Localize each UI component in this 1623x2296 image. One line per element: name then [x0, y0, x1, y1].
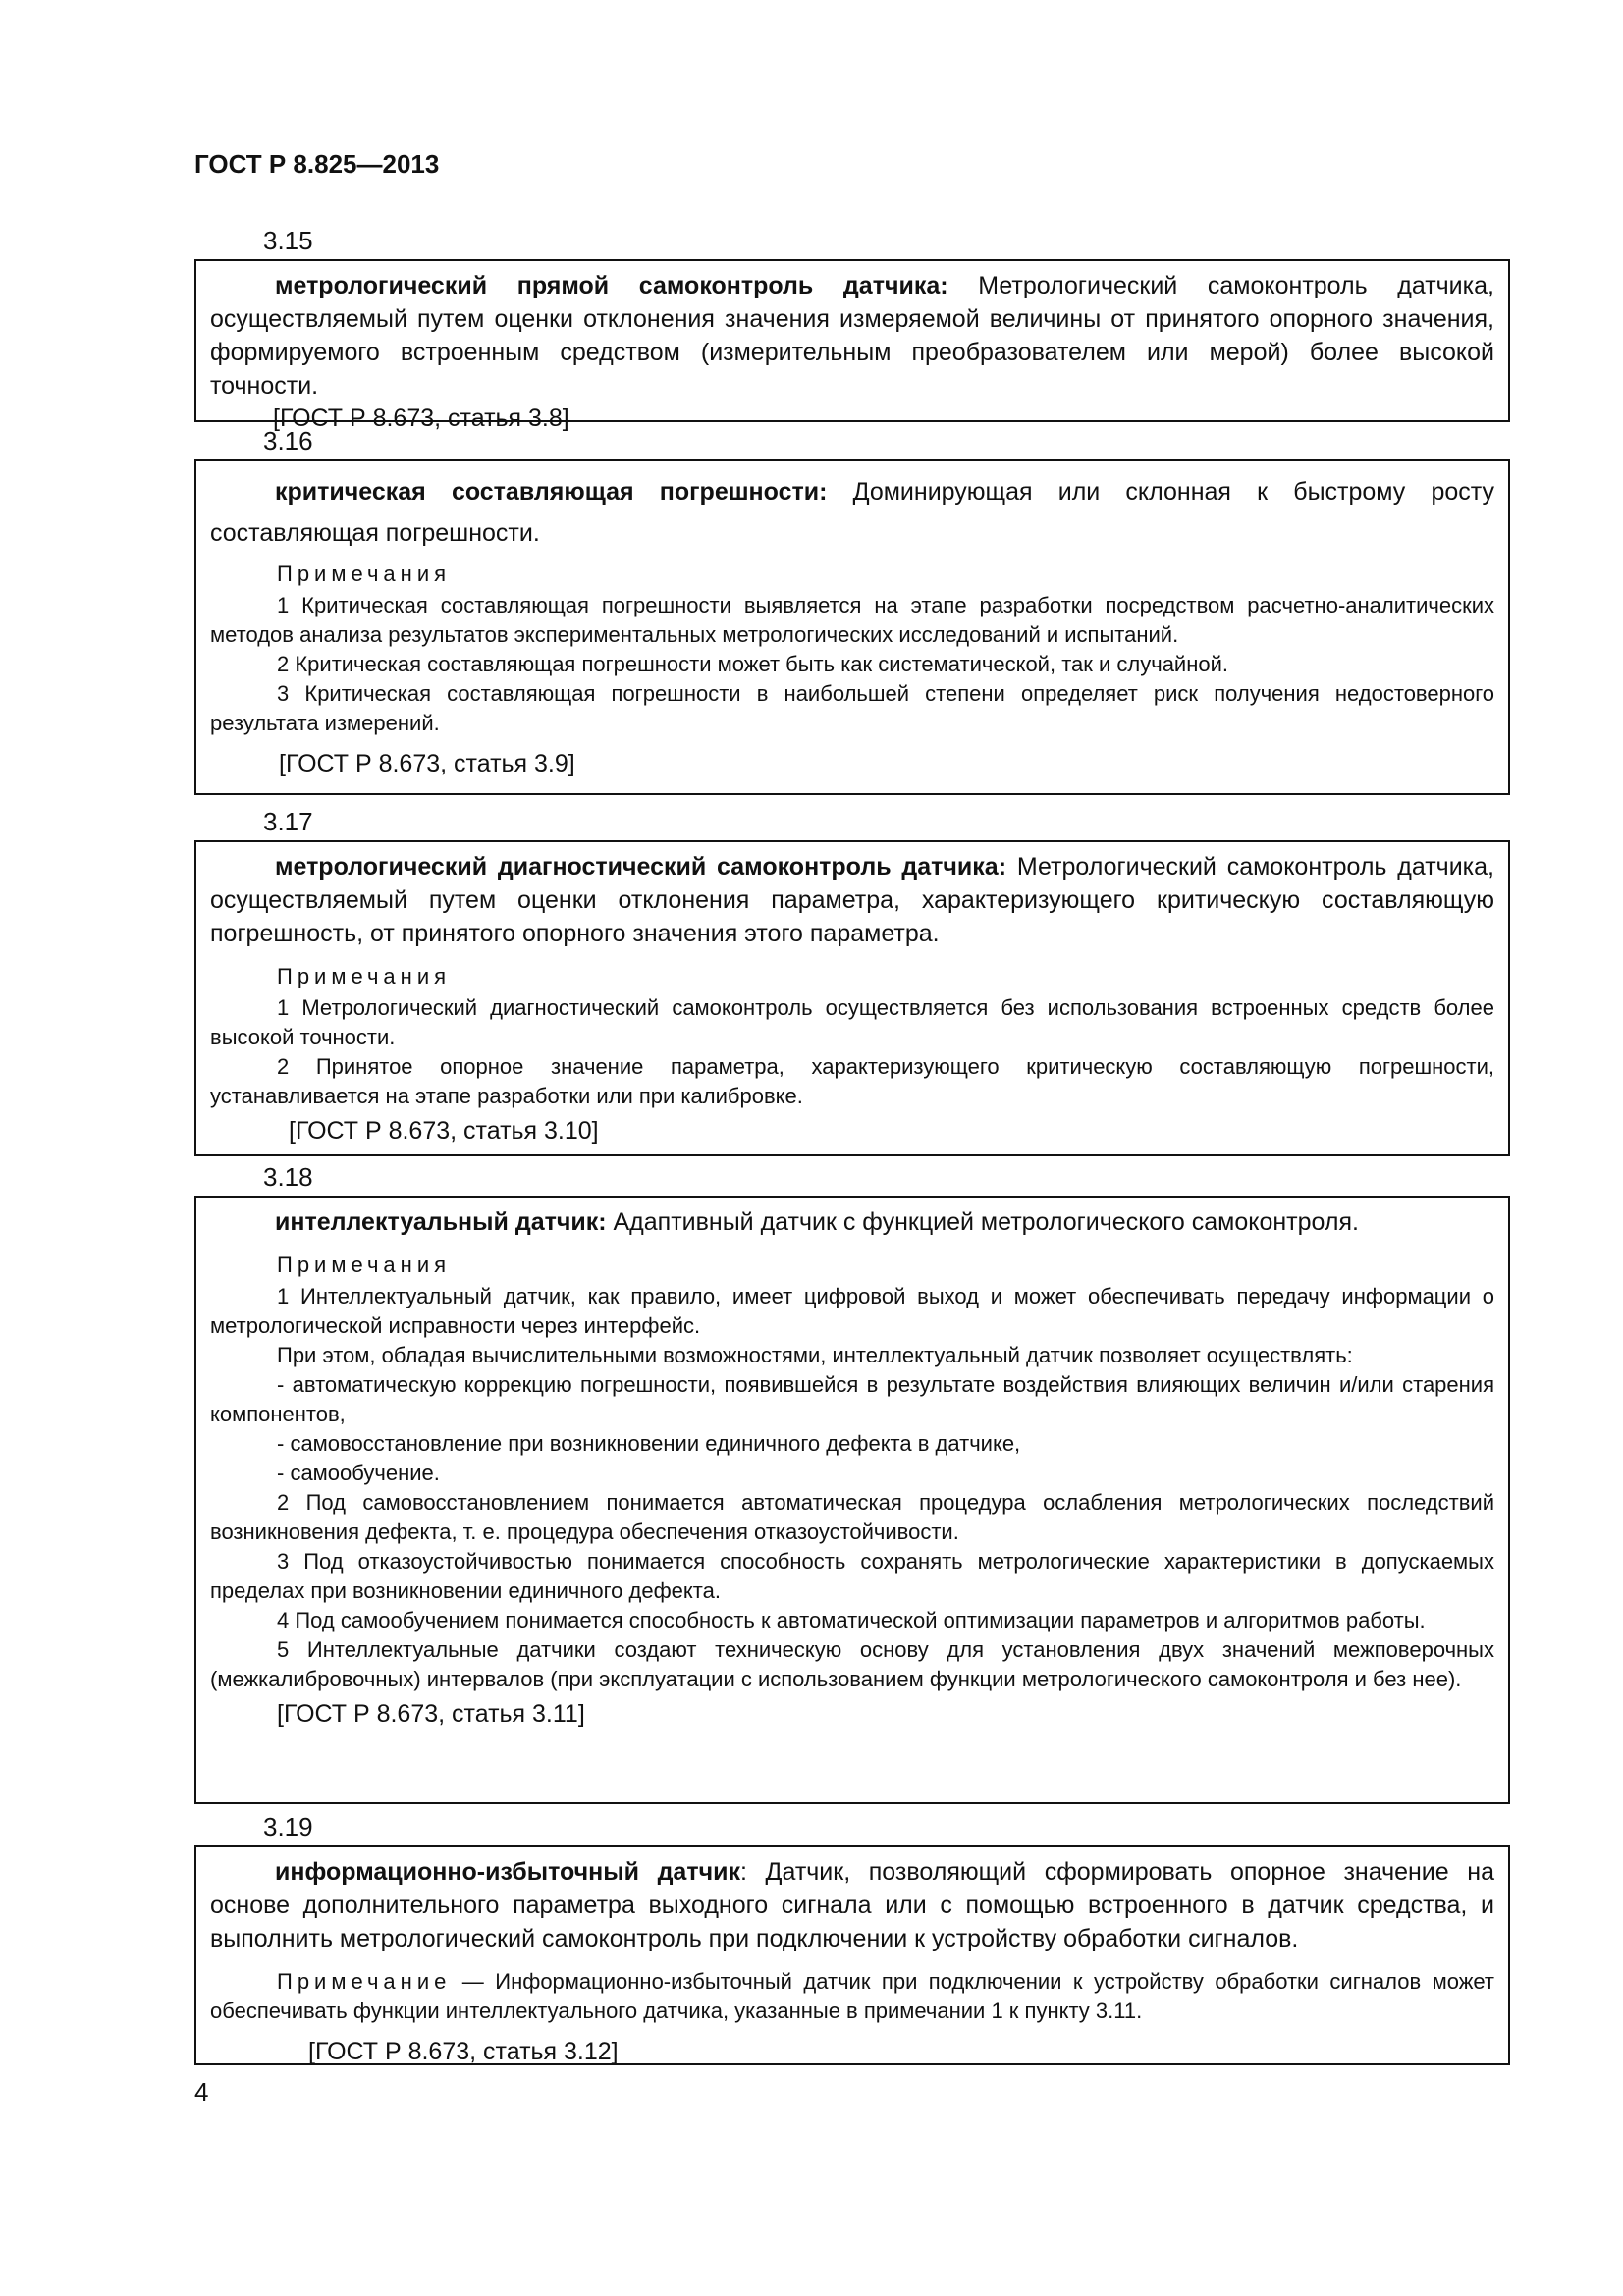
- source-reference: [ГОСТ Р 8.673, статья 3.8]: [273, 404, 569, 432]
- definition: интеллектуальный датчик: Адаптивный датчик с функцией метрологического самоконтроля.: [275, 1208, 1359, 1236]
- note: 1 Критическая составляющая погрешности выявляется на этапе разработки посредством расчетно-аналитических методов анализа результатов экспериментальных метрологических исследований и испытаний.: [210, 593, 1494, 647]
- document-header: ГОСТ Р 8.825—2013: [194, 149, 440, 179]
- notes-heading: Примечания: [277, 1253, 452, 1277]
- term: интеллектуальный датчик:: [275, 1208, 607, 1236]
- term-box-3-16: [194, 459, 1510, 795]
- term-box-3-17: [194, 840, 1510, 1156]
- term: метрологический прямой самоконтроль датчика:: [275, 272, 948, 299]
- page-number: 4: [194, 2077, 209, 2107]
- entry-number: 3.15: [263, 226, 313, 255]
- source-reference: [ГОСТ Р 8.673, статья 3.10]: [289, 1117, 599, 1145]
- definition: критическая составляющая погрешности: Доминирующая или склонная к быстрому росту составляющая погрешности.: [210, 478, 1494, 547]
- source-reference: [ГОСТ Р 8.673, статья 3.12]: [308, 2038, 619, 2065]
- entry-number: 3.19: [263, 1812, 313, 1842]
- entry-number: 3.18: [263, 1162, 313, 1192]
- definition: метрологический прямой самоконтроль датчика: Метрологический самоконтроль датчика, осуществляемый путем оценки отклонения значения измеряемой величины от принятого опорного значения, формируемого встроенным средством (измерительным преобразователем или мерой) более высокой точности.: [210, 272, 1494, 400]
- definition: метрологический диагностический самоконтроль датчика: Метрологический самоконтроль датчика, осуществляемый путем оценки отклонения параметра, характеризующего критическую составляющую погрешность, от принятого опорного значения этого параметра.: [210, 853, 1494, 947]
- note: Примечание — Информационно-избыточный датчик при подключении к устройству обработки сигналов может обеспечивать функции интеллектуального датчика, указанные в примечании 1 к пункту 3.11.: [210, 1969, 1494, 2023]
- term: информационно-избыточный датчик: [275, 1858, 740, 1886]
- source-reference: [ГОСТ Р 8.673, статья 3.11]: [277, 1700, 585, 1728]
- note: 5 Интеллектуальные датчики создают техническую основу для установления двух значений межповерочных (межкалибровочных) интервалов (при эксплуатации с использованием функции метрологического самоконтроля и без нее).: [210, 1637, 1494, 1691]
- source-reference: [ГОСТ Р 8.673, статья 3.9]: [279, 750, 575, 777]
- note-list-item: - автоматическую коррекцию погрешности, появившейся в результате воздействия влияющих величин и/или старения компонентов,: [210, 1372, 1494, 1426]
- term-box-3-19: [194, 1845, 1510, 2065]
- term-box-3-18: [194, 1196, 1510, 1804]
- note: 2 Под самовосстановлением понимается автоматическая процедура ослабления метрологических последствий возникновения дефекта, т. е. процедура обеспечения отказоустойчивости.: [210, 1490, 1494, 1544]
- note-list-item: - самовосстановление при возникновении единичного дефекта в датчике,: [277, 1431, 1021, 1456]
- term: критическая составляющая погрешности:: [275, 478, 828, 506]
- entry-number: 3.17: [263, 807, 313, 836]
- notes-heading: Примечания: [277, 561, 452, 586]
- note: 1 Метрологический диагностический самоконтроль осуществляется без использования встроенных средств более высокой точности.: [210, 995, 1494, 1049]
- note: При этом, обладая вычислительными возможностями, интеллектуальный датчик позволяет осуществлять:: [277, 1343, 1353, 1367]
- note: 2 Критическая составляющая погрешности может быть как систематической, так и случайной.: [277, 652, 1229, 676]
- term: метрологический диагностический самоконтроль датчика:: [275, 853, 1007, 881]
- term-box-3-15: [194, 259, 1510, 432]
- notes-heading: Примечания: [277, 964, 452, 988]
- note: 4 Под самообучением понимается способность к автоматической оптимизации параметров и алгоритмов работы.: [277, 1608, 1426, 1632]
- note-label: Примечание: [277, 1969, 452, 1994]
- note: 1 Интеллектуальный датчик, как правило, имеет цифровой выход и может обеспечивать передачу информации о метрологической исправности через интерфейс.: [210, 1284, 1494, 1338]
- note: 2 Принятое опорное значение параметра, характеризующего критическую составляющую погрешности, устанавливается на этапе разработки или при калибровке.: [210, 1054, 1494, 1108]
- entry-number: 3.16: [263, 426, 313, 455]
- note-list-item: - самообучение.: [277, 1461, 440, 1485]
- definition: информационно-избыточный датчик: Датчик, позволяющий сформировать опорное значение на основе дополнительного параметра выходного сигнала или с помощью встроенного в датчик средства, и выполнить метрологический самоконтроль при подключении к устройству обработки сигналов.: [210, 1858, 1494, 1952]
- note: 3 Критическая составляющая погрешности в наибольшей степени определяет риск получения недостоверного результата измерений.: [210, 681, 1494, 735]
- note: 3 Под отказоустойчивостью понимается способность сохранять метрологические характеристики в допускаемых пределах при возникновении единичного дефекта.: [210, 1549, 1494, 1603]
